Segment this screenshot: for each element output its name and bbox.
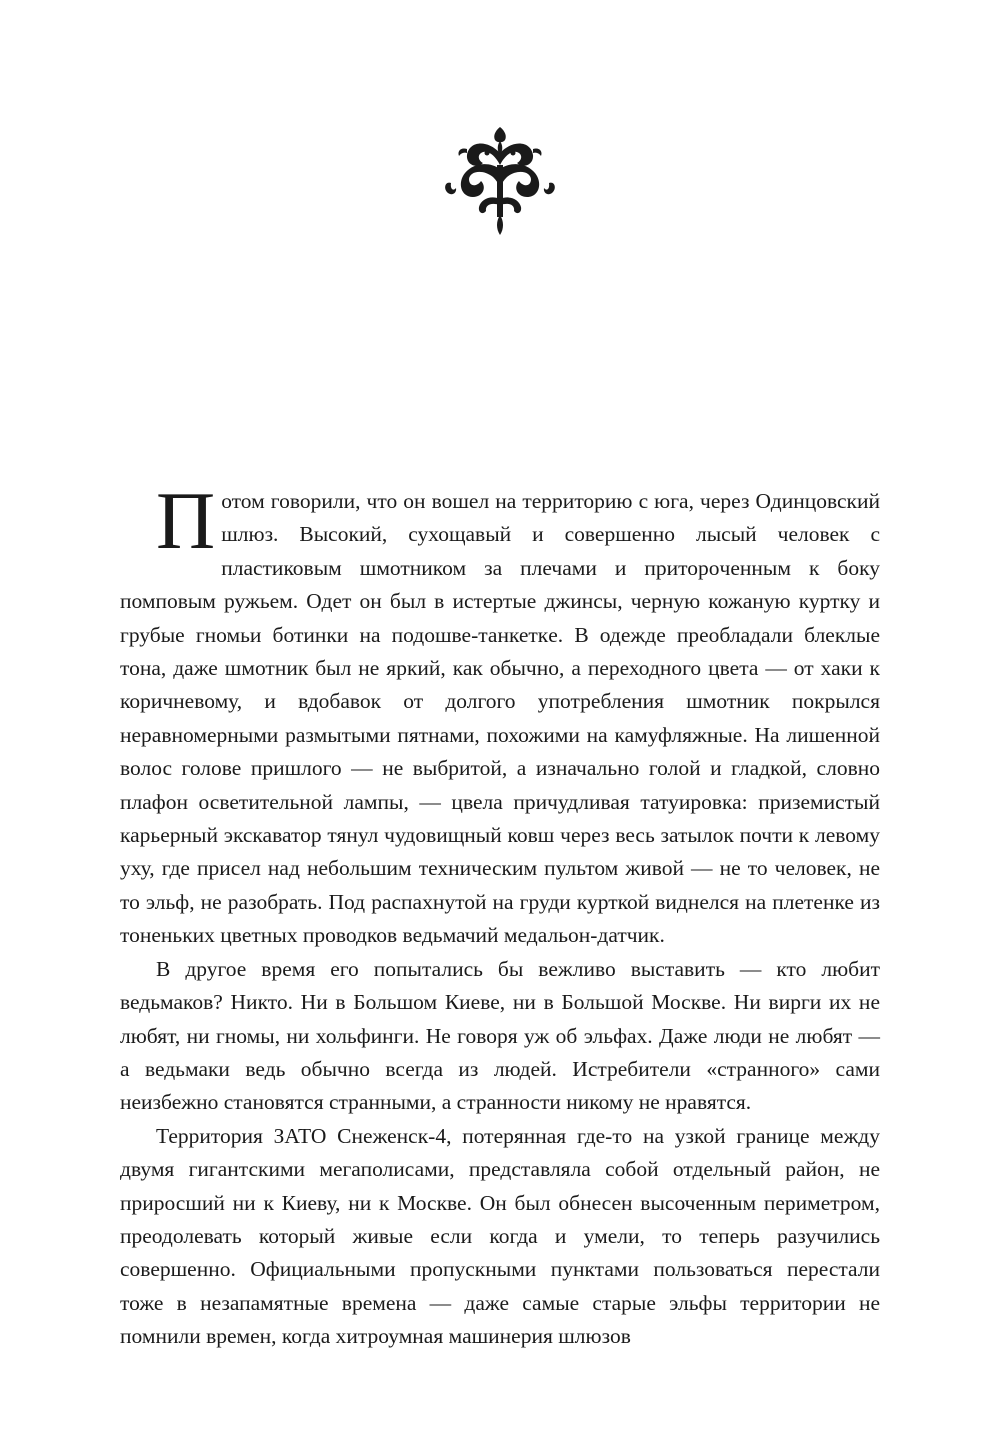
paragraph-2: В другое время его попытались бы вежливо выставить — кто любит ведьмаков? Никто. Ни в Большом Киеве, ни в Большой Москве. Ни вирги их не любят, ни гномы, ни хольфинги. Не говоря уж об эльфах. Даже люди не любят — а ведьмаки ведь обычно всегда из людей. Истребители «странного» сами неизбежно становятся странными, а странности никому не нравятся. [120,956,880,1115]
floral-ornament-icon [443,125,557,237]
floral-ornament [443,125,557,237]
paragraph-1-text: отом говорили, что он вошел на территорию с юга, через Одинцовский шлюз. Высокий, сухощавый и совершенно лысый человек с пластиковым шмотником за плечами и приторoченным к боку помповым ружьем. Одет он был в истертые джинсы, черную кожаную куртку и грубые гномьи ботинки на подошве-танкеткe. В одежде преобладали блеклые тона, даже шмотник был не яркий, как обычно, а переходного цвета — от хаки к коричневому, и вдобавок от долгого употребления шмотник покрылся неравномерными размытыми пятнами, похожими на камуфляжные. На лишенной волос голове пришлого — не выбритой, а изначально голой и гладкой, словно плафон осветительной лампы, — цвела причудливая татуировка: приземистый карьерный экскаватор тянул чудовищный ковш через весь затылок почти к левому уху, где присел над небольшим техническим пультом живой — не то человек, не то эльф, не разобрать. Под распахнутой на груди курткой виднелся на плетенке из тоненьких цветных проводков ведьмачий медальон-датчик. [120,489,880,948]
chapter-text [120,475,880,1354]
drop-cap: П [156,475,216,566]
paragraph-1 [120,475,880,953]
paragraph-3: Территория ЗАТО Снеженск-4, потерянная где-то на узкой границе между двумя гигантскими мегаполисами, представляла собой отдельный район, не приросший ни к Киеву, ни к Москве. Он был обнесен высоченным периметром, преодолевать который живые если когда и умели, то теперь разучились совершенно. Официальными пропускными пунктами пользоваться перестали тоже в незапамятные времена — даже самые старые эльфы территории не помнили времен, когда хитроумная машинерия шлюзов [120,1123,880,1349]
